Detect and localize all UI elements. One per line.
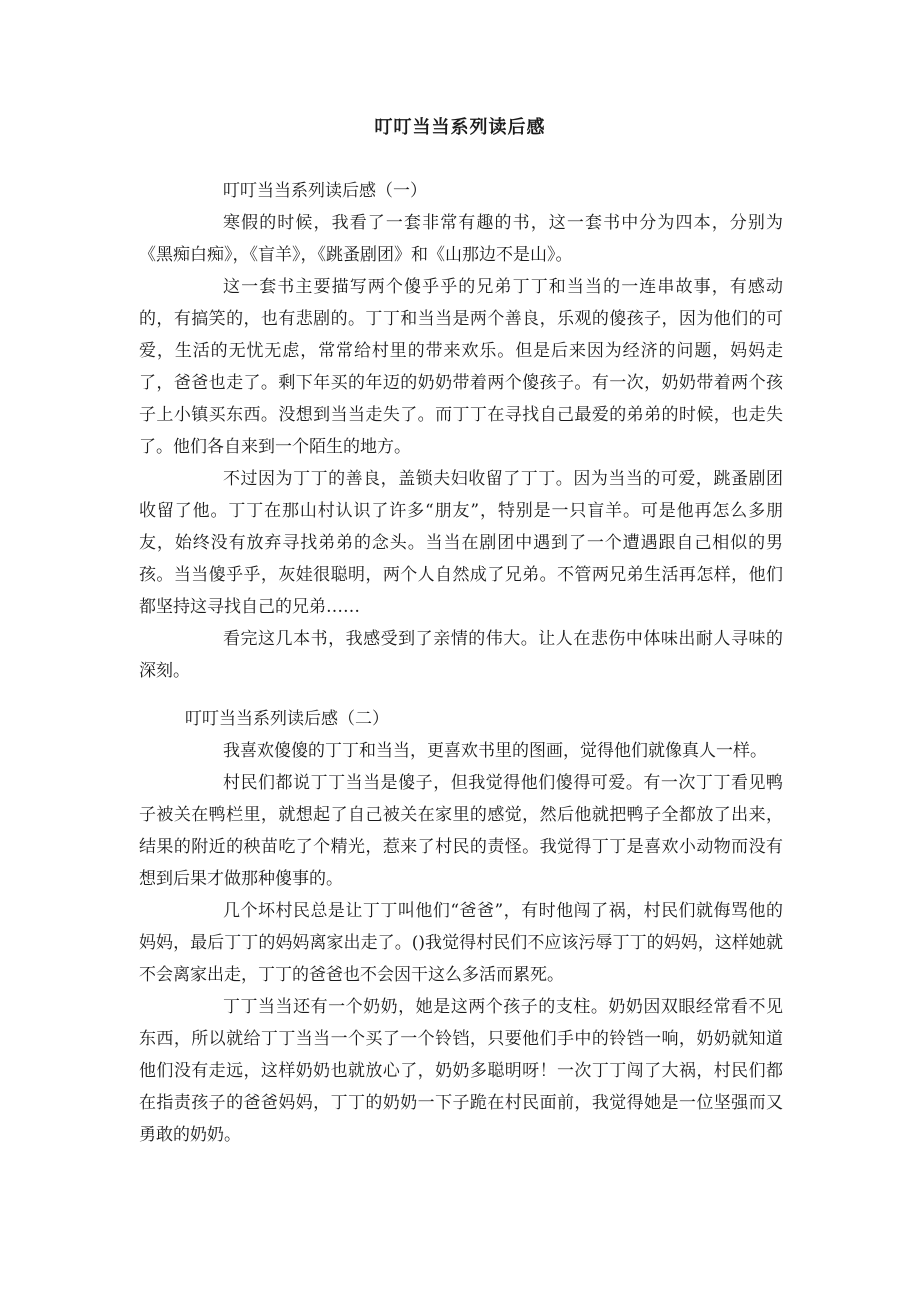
- document-title: 叮叮当当系列读后感: [374, 117, 546, 138]
- paragraph: 看完这几本书，我感受到了亲情的伟大。让人在悲伤中体味出耐人寻味的深刻。: [139, 629, 783, 681]
- paragraph: 寒假的时候，我看了一套非常有趣的书，这一套书中分为四本，分别为《黑痴白痴》，《盲羊》，《跳蚤剧团》和《山那边不是山》。: [139, 213, 783, 265]
- paragraph: 不过因为丁丁的善良，盖锁夫妇收留了丁丁。因为当当的可爱，跳蚤剧团收留了他。丁丁在那山村认识了许多“朋友”，特别是一只盲羊。可是他再怎么多朋友，始终没有放弃寻找弟弟的念头。当当在剧团中遇到了一个遭遇跟自己相似的男孩。当当傻乎乎，灰娃很聪明，两个人自然成了兄弟。不管两兄弟生活再怎样，他们都坚持这寻找自己的兄弟……: [139, 469, 783, 617]
- paragraph: 这一套书主要描写两个傻乎乎的兄弟丁丁和当当的一连串故事，有感动的，有搞笑的，也有悲剧的。丁丁和当当是两个善良，乐观的傻孩子，因为他们的可爱，生活的无忧无虑，常常给村里的带来欢乐。但是后来因为经济的问题，妈妈走了，爸爸也走了。剩下年买的年迈的奶奶带着两个傻孩子。有一次，奶奶带着两个孩子上小镇买东西。没想到当当走失了。而丁丁在寻找自己最爱的弟弟的时候，也走失了。他们各自来到一个陌生的地方。: [139, 277, 783, 457]
- section-heading: 叮叮当当系列读后感（一）: [223, 181, 427, 201]
- paragraph: 我喜欢傻傻的丁丁和当当，更喜欢书里的图画，觉得他们就像真人一样。: [223, 741, 767, 761]
- paragraph: 村民们都说丁丁当当是傻子，但我觉得他们傻得可爱。有一次丁丁看见鸭子被关在鸭栏里，就想起了自己被关在家里的感觉，然后他就把鸭子全都放了出来，结果的附近的秧苗吃了个精光，惹来了村民的责怪。我觉得丁丁是喜欢小动物而没有想到后果才做那种傻事的。: [139, 773, 783, 889]
- review-section-two: [139, 703, 783, 1151]
- paragraph: 丁丁当当还有一个奶奶，她是这两个孩子的支柱。奶奶因双眼经常看不见东西，所以就给丁丁当当一个买了一个铃铛，只要他们手中的铃铛一响，奶奶就知道他们没有走远，这样奶奶也就放心了，奶奶多聪明呀！一次丁丁闯了大祸，村民们都在指责孩子的爸爸妈妈，丁丁的奶奶一下子跪在村民面前，我觉得她是一位坚强而又勇敢的奶奶。: [139, 997, 783, 1145]
- review-section-one: [139, 175, 783, 687]
- paragraph: 几个坏村民总是让丁丁叫他们“爸爸”，有时他闯了祸，村民们就侮骂他的妈妈，最后丁丁的妈妈离家出走了。()我觉得村民们不应该污辱丁丁的妈妈，这样她就不会离家出走，丁丁的爸爸也不会因干这么多活而累死。: [139, 901, 783, 985]
- section-heading: 叮叮当当系列读后感（二）: [185, 709, 389, 729]
